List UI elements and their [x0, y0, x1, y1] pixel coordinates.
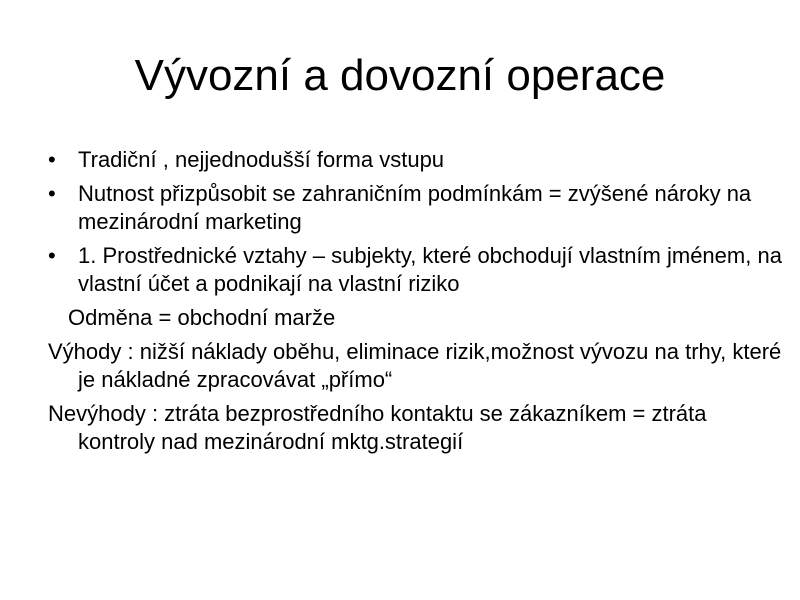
bullet-text: 1. Prostřednické vztahy – subjekty, které obchodují vlastním jménem, na vlastní účet a podnikají na vlastní riziko: [78, 243, 782, 296]
advantages-paragraph: Výhody : nižší náklady oběhu, eliminace rizik,možnost vývozu na trhy, které je nákladné zpracovávat „přímo“: [48, 339, 782, 392]
slide-title: Vývozní a dovozní operace: [134, 51, 666, 100]
bullet-text: Tradiční , nejjednodušší forma vstupu: [78, 147, 445, 172]
disadvantages-paragraph: Nevýhody : ztráta bezprostředního kontaktu se zákazníkem = ztráta kontroly nad mezinárodní mktg.strategií: [48, 401, 707, 454]
bullet-item: [48, 242, 788, 298]
bullet-item: [48, 146, 788, 174]
bullet-dot-icon: •: [48, 243, 56, 268]
bullet-dot-icon: •: [48, 147, 56, 172]
bullet-item: [48, 180, 788, 236]
reward-line: Odměna = obchodní marže: [68, 305, 336, 330]
bullet-dot-icon: •: [48, 181, 56, 206]
bullet-text: Nutnost přizpůsobit se zahraničním podmínkám = zvýšené nároky na mezinárodní marketing: [78, 181, 752, 234]
slide-body: [48, 146, 788, 462]
